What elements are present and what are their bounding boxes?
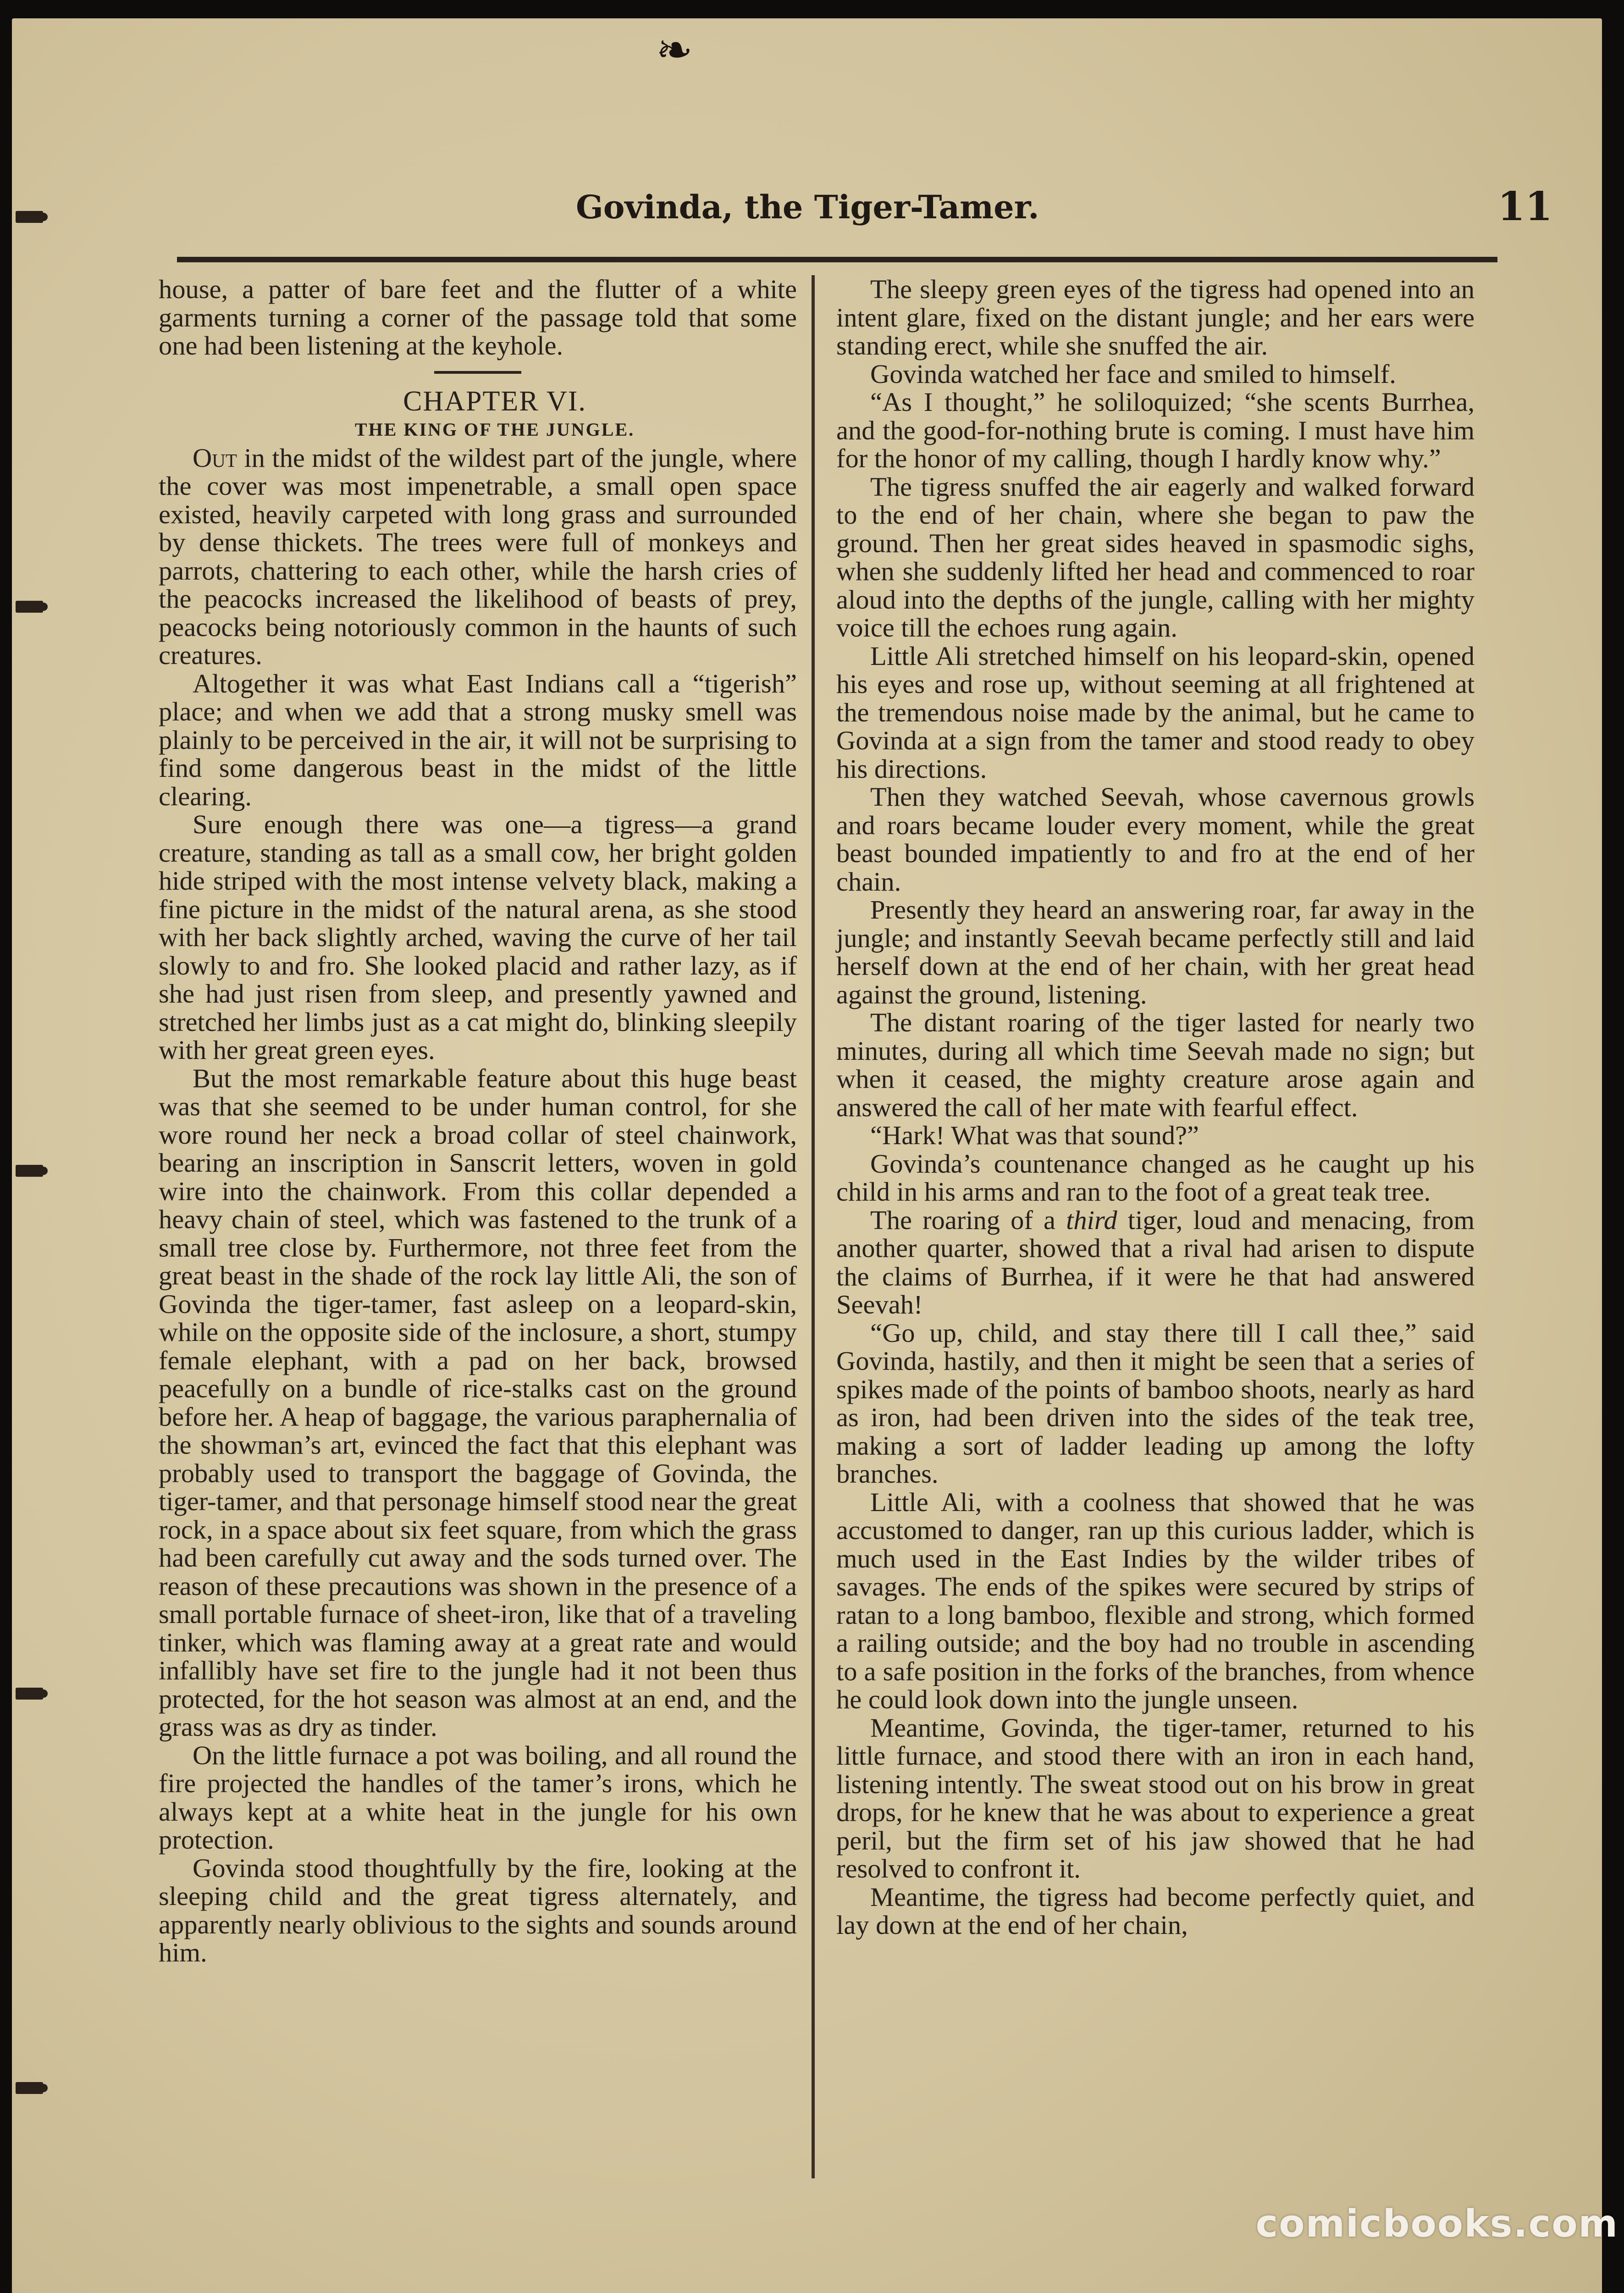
paragraph: house, a patter of bare feet and the flutter of a white garments turning a corner of the passage told that some one had been listening at the keyhole. [159,274,797,360]
paragraph: Govinda watched her face and smiled to himself. [870,359,1396,389]
paragraph: The distant roaring of the tiger lasted for nearly two minutes, during all which time Seevah made no sign; but when it ceased, the mighty creature arose again and answered the call of her mate with fearful effect. [836,1008,1475,1122]
paragraph-text: The roaring of a [870,1205,1066,1235]
paragraph: Altogether it was what East Indians call a “tigerish” place; and when we add that a strong musky smell was plainly to be perceived in the air, it will not be surprising to find some dangerous beast in the midst of the little clearing. [159,668,797,811]
chapter-heading: CHAPTER VI. [403,385,586,417]
paragraph-text: in the midst of the wildest part of the jungle, where the cover was most impenetrable, a small open space existed, heavily carpeted with long grass and surrounded by dense thickets. The trees were full of monkeys and parrots, chattering to each other, while the harsh cries of the peacocks increased the likelihood of beasts of prey, peacocks being notoriously common in the haunts of such creatures. [159,443,797,670]
binding-stitch [16,601,43,613]
header-rule [177,257,1497,262]
paragraph: Sure enough there was one—a tigress—a grand creature, standing as tall as a small cow, her bright golden hide striped with the most intense velvety black, making a fine picture in the midst of the natural arena, as she stood with her back slightly arched, waving the curve of her tail slowly to and fro. She looked placid and rather lazy, as if she had just risen from sleep, and presently yawned and stretched her limbs just as a cat might do, blinking sleepily with her great green eyes. [159,809,797,1065]
paragraph [159,444,797,670]
binding-stitch [16,211,43,223]
page-number: 11 [1497,183,1552,230]
binding-stitch [16,1165,43,1177]
paragraph: “Go up, child, and stay there till I call thee,” said Govinda, hastily, and then it might be seen that a series of spikes made of the points of bamboo shoots, nearly as hard as iron, had been driven into the sides of the teak tree, making a sort of ladder leading up among the lofty branches. [836,1318,1475,1489]
site-watermark: comicbooks.com [1255,2202,1618,2246]
paragraph: Then they watched Seevah, whose cavernous growls and roars became louder every moment, while the great beast bounded impatiently to and fro at the end of her chain. [836,782,1475,897]
emphasis-text: third [1066,1205,1117,1235]
paragraph: On the little furnace a pot was boiling, and all round the fire projected the handles of the tamer’s irons, which he always kept at a white heat in the jungle for his own protection. [159,1740,797,1855]
fleuron-ornament-icon: ❧ [656,24,693,76]
paragraph: “Hark! What was that sound?” [870,1120,1199,1150]
paragraph-text: tiger, loud and menacing, from another quarter, showed that a rival had arisen to dispute the claims of Burrhea, if it were he that had answered Seevah! [836,1205,1475,1319]
running-head [177,183,1552,234]
paragraph: Little Ali stretched himself on his leopard-skin, opened his eyes and rose up, without seeming at all frightened at the tremendous noise made by the animal, but he came to Govinda at a sign from the tamer and stood ready to obey his directions. [836,641,1475,784]
paragraph: Meantime, the tigress had become perfectly quiet, and lay down at the end of her chain, [836,1882,1475,1940]
book-page [12,18,1602,2293]
paragraph-lead: Out [193,443,237,473]
paragraph: The tigress snuffed the air eagerly and walked forward to the end of her chain, where she began to paw the ground. Then her great sides heaved in spasmodic sighs, when she suddenly lifted her head and commenced to roar aloud into the depths of the jungle, calling with her mighty voice till the echoes rung again. [836,471,1475,642]
running-head-title: Govinda, the Tiger-Tamer. [576,188,1039,226]
section-divider [434,371,521,374]
binding-stitch [16,1688,43,1700]
paragraph: Meantime, Govinda, the tiger-tamer, returned to his little furnace, and stood there with an iron in each hand, listening intently. The sweat stood out on his brow in great drops, for he knew that he was about to experience a great peril, but the firm set of his jaw showed that he had resolved to confront it. [836,1712,1475,1883]
chapter-subtitle: THE KING OF THE JUNGLE. [354,419,635,440]
left-column [159,275,797,1967]
paragraph: Govinda stood thoughtfully by the fire, looking at the sleeping child and the great tigress alternately, and apparently nearly oblivious to the sights and sounds around him. [159,1853,797,1967]
paragraph: “As I thought,” he soliloquized; “she scents Burrhea, and the good-for-nothing brute is coming. I must have him for the honor of my calling, though I hardly know why.” [836,387,1475,473]
paragraph: Presently they heard an answering roar, far away in the jungle; and instantly Seevah became perfectly still and laid herself down at the end of her chain, with her great head against the ground, listening. [836,895,1475,1009]
paragraph: Little Ali, with a coolness that showed that he was accustomed to danger, ran up this curious ladder, which is much used in the East Indies by the wilder tribes of savages. The ends of the spikes were secured by strips of ratan to a long bamboo, flexible and strong, which formed a railing outside; and the boy had no trouble in ascending to a safe position in the forks of the branches, from whence he could look down into the jungle unseen. [836,1487,1475,1714]
right-column [836,275,1475,1939]
column-divider [812,275,815,2178]
paragraph [836,1206,1475,1319]
binding-stitch [16,2082,43,2094]
paragraph: But the most remarkable feature about this huge beast was that she seemed to be under human control, for she wore round her neck a broad collar of steel chainwork, bearing an inscription in Sanscrit letters, woven in gold wire into the chainwork. From this collar depended a heavy chain of steel, which was fastened to the trunk of a small tree close by. Furthermore, not three feet from the great beast in the shade of the rock lay little Ali, the son of Govinda the tiger-tamer, fast asleep on a leopard-skin, while on the opposite side of the inclosure, a short, stumpy female elephant, with a pad on her back, browsed peacefully on a bundle of rice-stalks cast on the ground before her. A heap of baggage, the various paraphernalia of the showman’s art, evinced the fact that this elephant was probably used to transport the baggage of Govinda, the tiger-tamer, and that personage himself stood near the great rock, in a space about six feet square, from which the grass had been carefully cut away and the sods turned over. The reason of these precautions was shown in the presence of a small portable furnace of sheet-iron, like that of a traveling tinker, which was flaming away at a great rate and would infallibly have set fire to the jungle had it not been thus protected, for the hot season was almost at an end, and the grass was as dry as tinder. [159,1063,797,1742]
paragraph: Govinda’s countenance changed as he caught up his child in his arms and ran to the foot of a great teak tree. [836,1148,1475,1207]
paragraph: The sleepy green eyes of the tigress had opened into an intent glare, fixed on the distant jungle; and her ears were standing erect, while she snuffed the air. [836,274,1475,360]
